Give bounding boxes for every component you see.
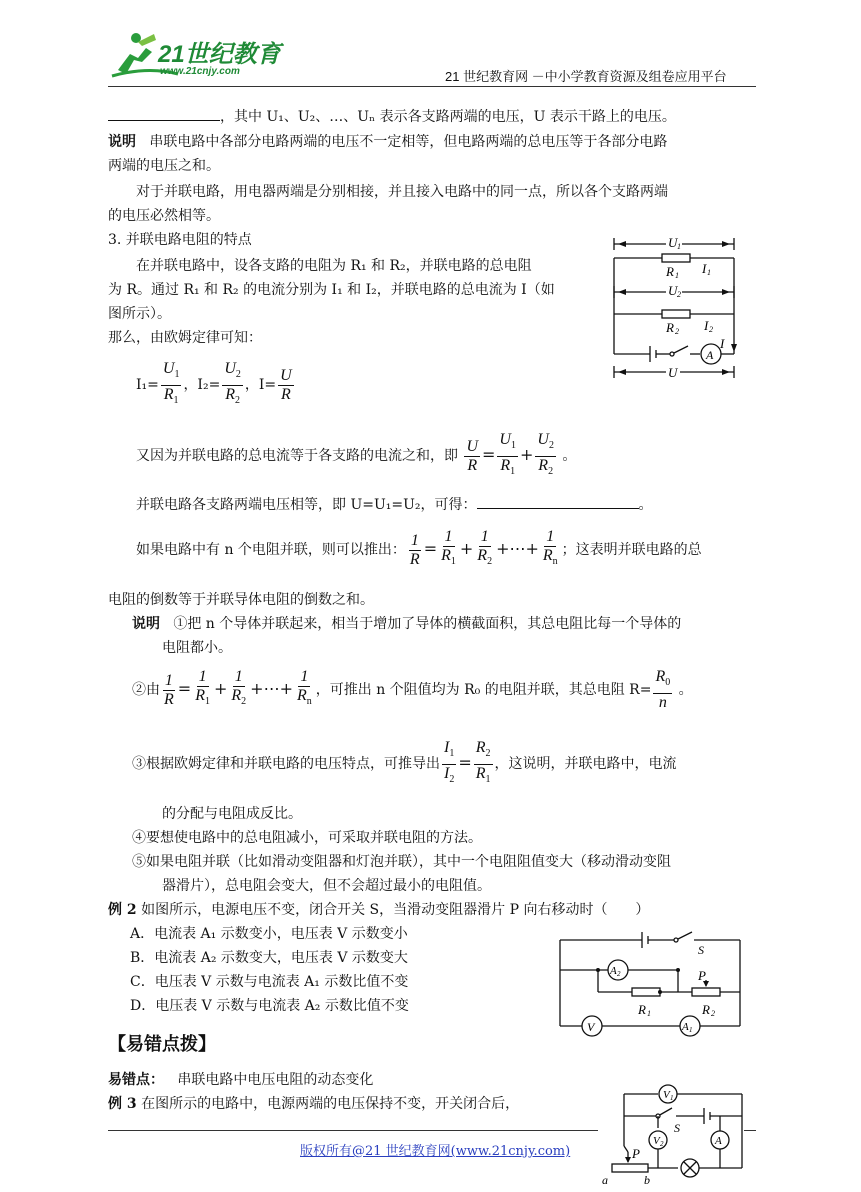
section3-p4: 那么，由欧姆定律可知： [108,330,262,346]
svg-text:S: S [698,943,704,957]
parallel-circuit-diagram [608,232,740,384]
site-slogan: 21 世纪教育网 －中小学教育资源及组卷应用平台 [445,69,727,84]
svg-text:2: 2 [617,970,621,978]
svg-text:A: A [715,1135,722,1147]
answer-blank [108,106,220,121]
frac-u-r: $\frac{U}{R}$ [280,366,292,403]
svg-text:R: R [638,1002,646,1017]
svg-text:A: A [682,1021,689,1033]
note-5-cont: 器滑片），总电阻会变大，但不会超过最小的电阻值。 [162,878,491,894]
svg-text:S: S [674,1121,680,1135]
svg-text:U: U [668,283,678,298]
note-1-cont: 电阻都小。 [162,640,232,656]
svg-text:1: 1 [677,242,681,251]
ohm-law-equations: I₁= $\frac{U_1}{R_1}$ ，I₂= $\frac{U_2}{R_2}$ ，I= $\frac{U}{R}$ [136,360,296,410]
svg-text:I: I [720,336,725,351]
svg-text:R: R [702,1002,710,1017]
intro-line1: ，其中 U₁、U₂、…、Uₙ 表示各支路两端的电压，U 表示干路上的电压。 [108,106,676,127]
svg-text:1: 1 [689,1026,693,1034]
intro-note-cont: 两端的电压之和。 [108,158,220,174]
svg-text:1: 1 [675,271,679,280]
footer-copyright-link[interactable]: 版权所有@21 世纪教育网(www.21cnjy.com) [300,1144,571,1159]
note-3: ③根据欧姆定律和并联电路的电压特点，可推导出 $\frac{I_1}{I_2}$ = $\frac{R_2}{R_1}$ ，这说明，并联电路中，电流 [132,739,677,785]
option-a[interactable]: A．电流表 A₁ 示数变小，电压表 V 示数变小 [130,926,408,942]
note-5: ⑤如果电阻并联（比如滑动变阻器和灯泡并联），其中一个电阻阻值变大（移动滑动变阻 [132,854,671,870]
header-logo [108,30,288,82]
option-d[interactable]: D．电压表 V 示数与电流表 A₂ 示数比值不变 [130,998,409,1014]
svg-text:A: A [706,348,714,362]
n-resistors: 如果电路中有 n 个电阻并联，则可以推出： $\frac{1}{R}$ = $\frac{1}{R_1}$ + $\frac{1}{R_2}$ +⋯+ $\frac{1}{R_n}$ ；这表明并联电路的总 [136,528,702,568]
svg-text:V: V [653,1135,660,1147]
svg-text:I: I [702,261,707,276]
logo-url: www.21cnjy.com [160,66,240,77]
svg-text:V: V [587,1020,595,1034]
svg-text:P: P [632,1146,640,1161]
svg-text:2: 2 [675,327,679,336]
equal-voltage: 并联电路各支路两端电压相等，即 U=U₁=U₂，可得： 。 [136,494,653,515]
sum-currents: 又因为并联电路的总电流等于各支路的电流之和，即 $\frac{U}{R}$ = $\frac{U_1}{R_1}$ + $\frac{U_2}{R_2}$ 。 [136,431,577,477]
intro-para2: 对于并联电路，用电器两端是分别相接，并且接入电路中的同一点，所以各个支路两端 [136,184,668,200]
svg-text:I: I [704,318,709,333]
svg-text:V: V [663,1089,670,1101]
svg-text:U: U [668,235,678,250]
section3-p3: 图所示）。 [108,306,171,322]
example3-stem: 例 3 在图所示的电路中，电源两端的电压保持不变，开关闭合后， [108,1096,520,1112]
section3-conclusion: 电阻的倒数等于并联导体电阻的倒数之和。 [108,592,374,608]
answer-blank [477,494,639,509]
footer-divider [108,1130,598,1131]
intro-note: 说明 串联电路中各部分电路两端的电压不一定相等，但电路两端的总电压等于各部分电路 [108,134,668,150]
pitfall-point: 易错点： 串联电路中电压电阻的动态变化 [108,1072,374,1088]
note-1: 说明 ①把 n 个导体并联起来，相当于增加了导体的横截面积，其总电阻比每一个导体的 [132,616,682,632]
svg-text:R: R [666,320,674,335]
option-c[interactable]: C．电压表 V 示数与电流表 A₁ 示数比值不变 [130,974,409,990]
footer-divider-right [744,1130,756,1131]
svg-text:2: 2 [711,1009,715,1018]
example2-circuit-diagram [552,926,748,1038]
section3-p1: 在并联电路中，设各支路的电阻为 R₁ 和 R₂，并联电路的总电阻 [136,258,532,274]
intro-para2-cont: 的电压必然相等。 [108,208,220,224]
frac-u1-r1: $\frac{U_1}{R_1}$ [162,360,180,406]
svg-text:A: A [610,965,617,977]
example3-circuit-diagram [598,1084,754,1190]
header-divider [108,86,756,87]
frac-u2-r2: $\frac{U_2}{R_2}$ [224,360,241,406]
svg-text:a: a [602,1173,608,1187]
note-4: ④要想使电路中的总电阻减小，可采取并联电阻的方法。 [132,830,482,846]
option-b[interactable]: B．电流表 A₂ 示数变大，电压表 V 示数变大 [130,950,408,966]
svg-text:2: 2 [709,325,713,334]
svg-text:2: 2 [677,290,681,299]
note-3-cont: 的分配与电阻成反比。 [162,806,302,822]
example2-stem: 例 2 如图所示，电源电压不变，闭合开关 S，当滑动变阻器滑片 P 向右移动时（ ） [108,902,650,918]
svg-text:1: 1 [707,268,711,277]
svg-text:R: R [666,264,674,279]
pitfall-heading: 【易错点拨】 [108,1034,216,1055]
svg-text:2: 2 [660,1140,664,1148]
logo-text: 21世纪教育 [158,41,281,68]
section-title: 3. 并联电路电阻的特点 [108,232,252,248]
svg-text:1: 1 [670,1094,674,1102]
svg-text:1: 1 [647,1009,651,1018]
section3-p2: 为 R。通过 R₁ 和 R₂ 的电流分别为 I₁ 和 I₂，并联电路的总电流为 I（如 [108,282,555,298]
svg-text:U: U [668,365,678,380]
svg-text:b: b [644,1173,650,1187]
svg-text:P: P [698,968,706,983]
note-2: ②由 $\frac{1}{R}$ = $\frac{1}{R_1}$ + $\frac{1}{R_2}$ +⋯+ $\frac{1}{R_n}$ ，可推出 n 个阻值均为 R₀ 的电阻并联，其总电阻 R= $\frac{R_0}{n}$ 。 [132,668,693,711]
